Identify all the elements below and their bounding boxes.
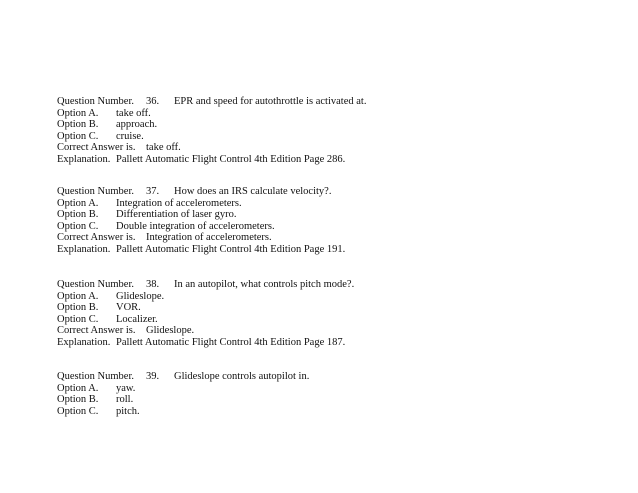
option-b-line bbox=[57, 119, 617, 131]
explanation-text: Pallett Automatic Flight Control 4th Edition Page 286. bbox=[116, 153, 346, 165]
question-line bbox=[57, 279, 617, 291]
question-block-36 bbox=[57, 96, 617, 166]
option-b-label: Option B. bbox=[57, 209, 99, 221]
question-number-label: Question Number. bbox=[57, 371, 134, 382]
option-c-text: Localizer. bbox=[116, 313, 158, 325]
option-a-label: Option A. bbox=[57, 197, 99, 209]
question-text: How does an IRS calculate velocity?. bbox=[174, 186, 332, 197]
option-a-text: take off. bbox=[116, 107, 151, 119]
option-c-label: Option C. bbox=[57, 130, 99, 142]
question-line bbox=[57, 186, 617, 198]
option-c-line bbox=[57, 221, 617, 233]
option-a-text: Integration of accelerometers. bbox=[116, 197, 242, 209]
question-text: EPR and speed for autothrottle is activated at. bbox=[174, 96, 367, 107]
option-c-label: Option C. bbox=[57, 405, 99, 417]
question-block-37 bbox=[57, 186, 617, 256]
option-c-line bbox=[57, 314, 617, 326]
explanation-text: Pallett Automatic Flight Control 4th Edition Page 191. bbox=[116, 243, 346, 255]
question-line bbox=[57, 371, 617, 383]
explanation-text: Pallett Automatic Flight Control 4th Edition Page 187. bbox=[116, 336, 346, 348]
correct-answer-line bbox=[57, 142, 617, 154]
question-block-38 bbox=[57, 279, 617, 349]
option-a-label: Option A. bbox=[57, 290, 99, 302]
correct-answer-label: Correct Answer is. bbox=[57, 142, 136, 154]
option-b-text: VOR. bbox=[116, 302, 141, 314]
option-c-line bbox=[57, 131, 617, 143]
correct-answer-label: Correct Answer is. bbox=[57, 232, 136, 244]
question-number: 36. bbox=[146, 96, 160, 107]
correct-answer-line bbox=[57, 325, 617, 337]
option-a-line bbox=[57, 291, 617, 303]
option-b-line bbox=[57, 302, 617, 314]
question-number-label: Question Number. bbox=[57, 279, 134, 290]
correct-answer-label: Correct Answer is. bbox=[57, 325, 136, 337]
option-c-text: cruise. bbox=[116, 130, 144, 142]
option-c-text: Double integration of accelerometers. bbox=[116, 220, 275, 232]
question-number: 37. bbox=[146, 186, 160, 197]
option-a-label: Option A. bbox=[57, 382, 99, 394]
question-text: In an autopilot, what controls pitch mode?. bbox=[174, 279, 355, 290]
question-number-label: Question Number. bbox=[57, 96, 134, 107]
option-a-line bbox=[57, 198, 617, 210]
option-a-label: Option A. bbox=[57, 107, 99, 119]
explanation-line bbox=[57, 337, 617, 349]
option-c-text: pitch. bbox=[116, 405, 140, 417]
option-b-text: Differentiation of laser gyro. bbox=[116, 209, 237, 221]
option-b-label: Option B. bbox=[57, 394, 99, 406]
correct-answer-text: take off. bbox=[146, 142, 181, 154]
option-b-line bbox=[57, 209, 617, 221]
question-block-39 bbox=[57, 371, 617, 417]
explanation-label: Explanation. bbox=[57, 243, 111, 255]
option-c-line bbox=[57, 406, 617, 418]
explanation-line bbox=[57, 244, 617, 256]
correct-answer-line bbox=[57, 232, 617, 244]
option-c-label: Option C. bbox=[57, 313, 99, 325]
explanation-label: Explanation. bbox=[57, 153, 111, 165]
question-text: Glideslope controls autopilot in. bbox=[174, 371, 310, 382]
option-a-text: yaw. bbox=[116, 382, 136, 394]
correct-answer-text: Integration of accelerometers. bbox=[146, 232, 272, 244]
option-a-line bbox=[57, 383, 617, 395]
option-b-text: approach. bbox=[116, 119, 158, 131]
option-a-text: Glideslope. bbox=[116, 290, 165, 302]
option-a-line bbox=[57, 108, 617, 120]
explanation-line bbox=[57, 154, 617, 166]
correct-answer-text: Glideslope. bbox=[146, 325, 195, 337]
question-number-label: Question Number. bbox=[57, 186, 134, 197]
option-c-label: Option C. bbox=[57, 220, 99, 232]
question-line bbox=[57, 96, 617, 108]
question-number: 39. bbox=[146, 371, 160, 382]
option-b-line bbox=[57, 394, 617, 406]
option-b-label: Option B. bbox=[57, 302, 99, 314]
option-b-text: roll. bbox=[116, 394, 134, 406]
question-number: 38. bbox=[146, 279, 160, 290]
option-b-label: Option B. bbox=[57, 119, 99, 131]
explanation-label: Explanation. bbox=[57, 336, 111, 348]
